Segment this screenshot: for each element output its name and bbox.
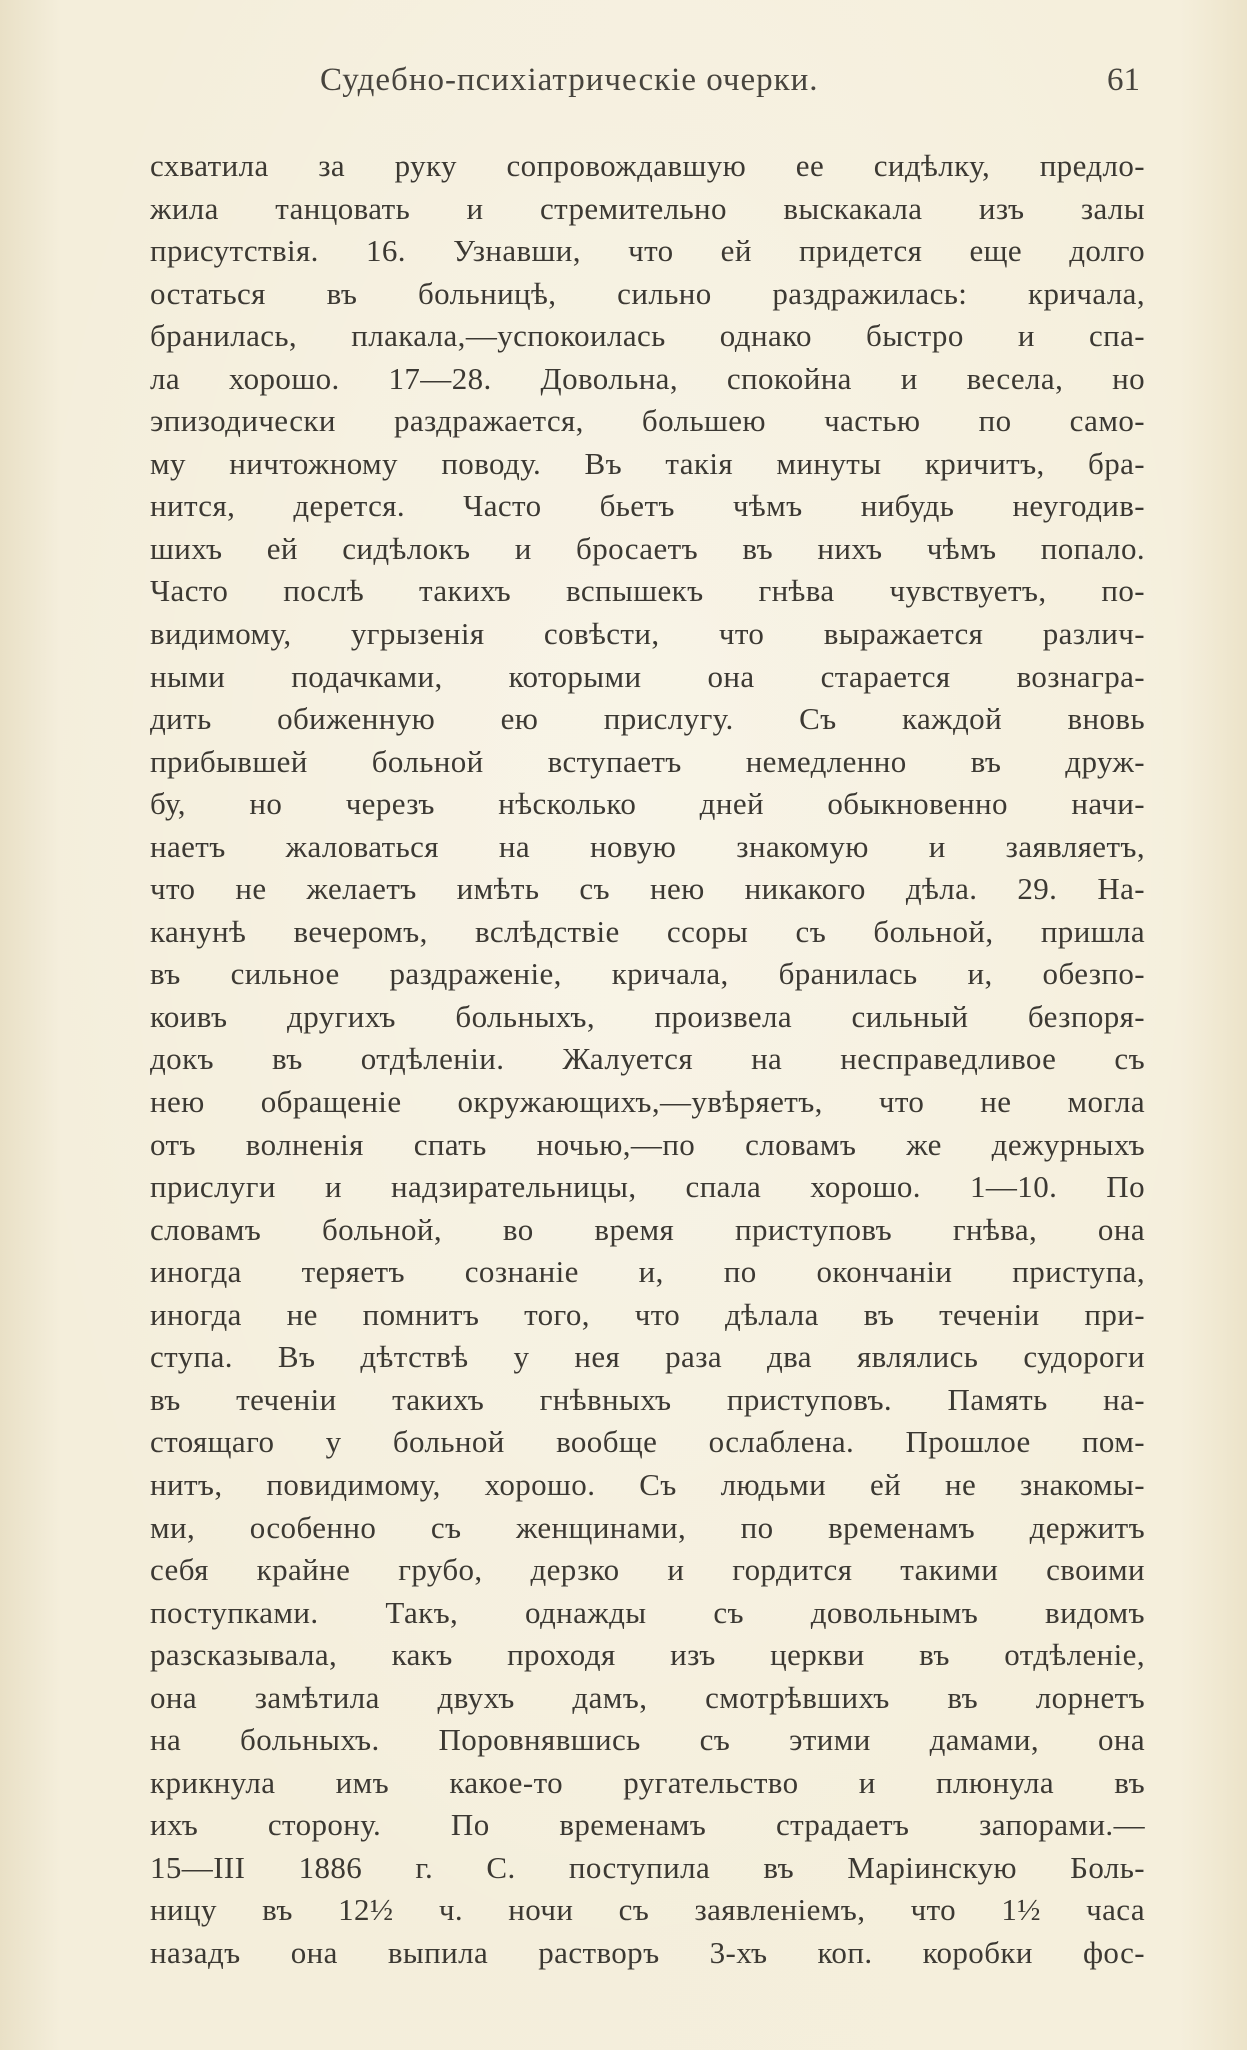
text-line: разсказывала, какъ проходя изъ церкви въ отдѣленіе, [150,1637,1145,1673]
text-line: наетъ жаловаться на новую знакомую и заявляетъ, [150,828,1145,864]
text-line: коивъ другихъ больныхъ, произвела сильный безпоря- [150,998,1145,1034]
text-line: поступками. Такъ, однажды съ довольнымъ видомъ [150,1594,1145,1630]
text-line: ницу въ 12½ ч. ночи съ заявленіемъ, что 1½ часа [150,1892,1145,1928]
text-line: иногда не помнитъ того, что дѣлала въ теченіи при- [150,1296,1145,1332]
text-line: иногда теряетъ сознаніе и, по окончаніи приступа, [150,1254,1145,1290]
text-line: словамъ больной, во время приступовъ гнѣва, она [150,1211,1145,1247]
text-line: стоящаго у больной вообще ослаблена. Прошлое пом- [150,1424,1145,1460]
text-line: присутствія. 16. Узнавши, что ей придется еще долго [150,233,1145,269]
text-line: ихъ сторону. По временамъ страдаетъ запорами.— [150,1807,1145,1843]
text-line: ными подачками, которыми она старается вознагра- [150,658,1145,694]
text-line: что не желаетъ имѣть съ нею никакого дѣла. 29. На- [150,871,1145,907]
text-line: на больныхъ. Поровнявшись съ этими дамами, она [150,1722,1145,1758]
running-title: Судебно-психіатрическіе очерки. [320,62,819,98]
text-line: докъ въ отдѣленіи. Жалуется на несправедливое съ [150,1041,1145,1077]
text-line: ла хорошо. 17—28. Довольна, спокойна и весела, но [150,360,1145,396]
text-line: она замѣтила двухъ дамъ, смотрѣвшихъ въ лорнетъ [150,1679,1145,1715]
page-number: 61 [1107,62,1140,98]
text-line: прислуги и надзирательницы, спала хорошо. 1—10. По [150,1169,1145,1205]
text-line: въ сильное раздраженіе, кричала, бранилась и, обезпо- [150,956,1145,992]
text-line: видимому, угрызенія совѣсти, что выражается различ- [150,616,1145,652]
text-line: остаться въ больницѣ, сильно раздражилась: кричала, [150,275,1145,311]
text-line: назадъ она выпила растворъ 3-хъ коп. коробки фос- [150,1934,1145,1970]
text-line: нею обращеніе окружающихъ,—увѣряетъ, что не могла [150,1084,1145,1120]
text-line: дить обиженную ею прислугу. Съ каждой вновь [150,701,1145,737]
text-line: му ничтожному поводу. Въ такія минуты кричитъ, бра- [150,445,1145,481]
text-line: шихъ ей сидѣлокъ и бросаетъ въ нихъ чѣмъ попало. [150,530,1145,566]
text-line: канунѣ вечеромъ, вслѣдствіе ссоры съ больной, пришла [150,913,1145,949]
text-line: схватила за руку сопровождавшую ее сидѣлку, предло- [150,148,1145,183]
text-line: прибывшей больной вступаетъ немедленно въ друж- [150,743,1145,779]
text-line: ступа. Въ дѣтствѣ у нея раза два являлись судороги [150,1339,1145,1375]
body-text [150,145,1145,1975]
text-line: себя крайне грубо, дерзко и гордится такими своими [150,1552,1145,1588]
text-line: бранилась, плакала,—успокоилась однако быстро и спа- [150,318,1145,354]
text-line: нитъ, повидимому, хорошо. Съ людьми ей не знакомы- [150,1466,1145,1502]
text-line: крикнула имъ какое-то ругательство и плюнула въ [150,1764,1145,1800]
text-line: жила танцовать и стремительно выскакала изъ залы [150,190,1145,226]
text-line: 15—III 1886 г. С. поступила въ Маріинскую Боль- [150,1849,1145,1885]
text-line: Часто послѣ такихъ вспышекъ гнѣва чувствуетъ, по- [150,573,1145,609]
text-line: нится, дерется. Часто бьетъ чѣмъ нибудь неугодив- [150,488,1145,524]
text-line: эпизодически раздражается, большею частью по само- [150,403,1145,439]
text-line: бу, но черезъ нѣсколько дней обыкновенно начи- [150,786,1145,822]
text-line: въ теченіи такихъ гнѣвныхъ приступовъ. Память на- [150,1381,1145,1417]
text-line: ми, особенно съ женщинами, по временамъ держитъ [150,1509,1145,1545]
text-line: отъ волненія спать ночью,—по словамъ же дежурныхъ [150,1126,1145,1162]
page-header [150,62,1140,112]
